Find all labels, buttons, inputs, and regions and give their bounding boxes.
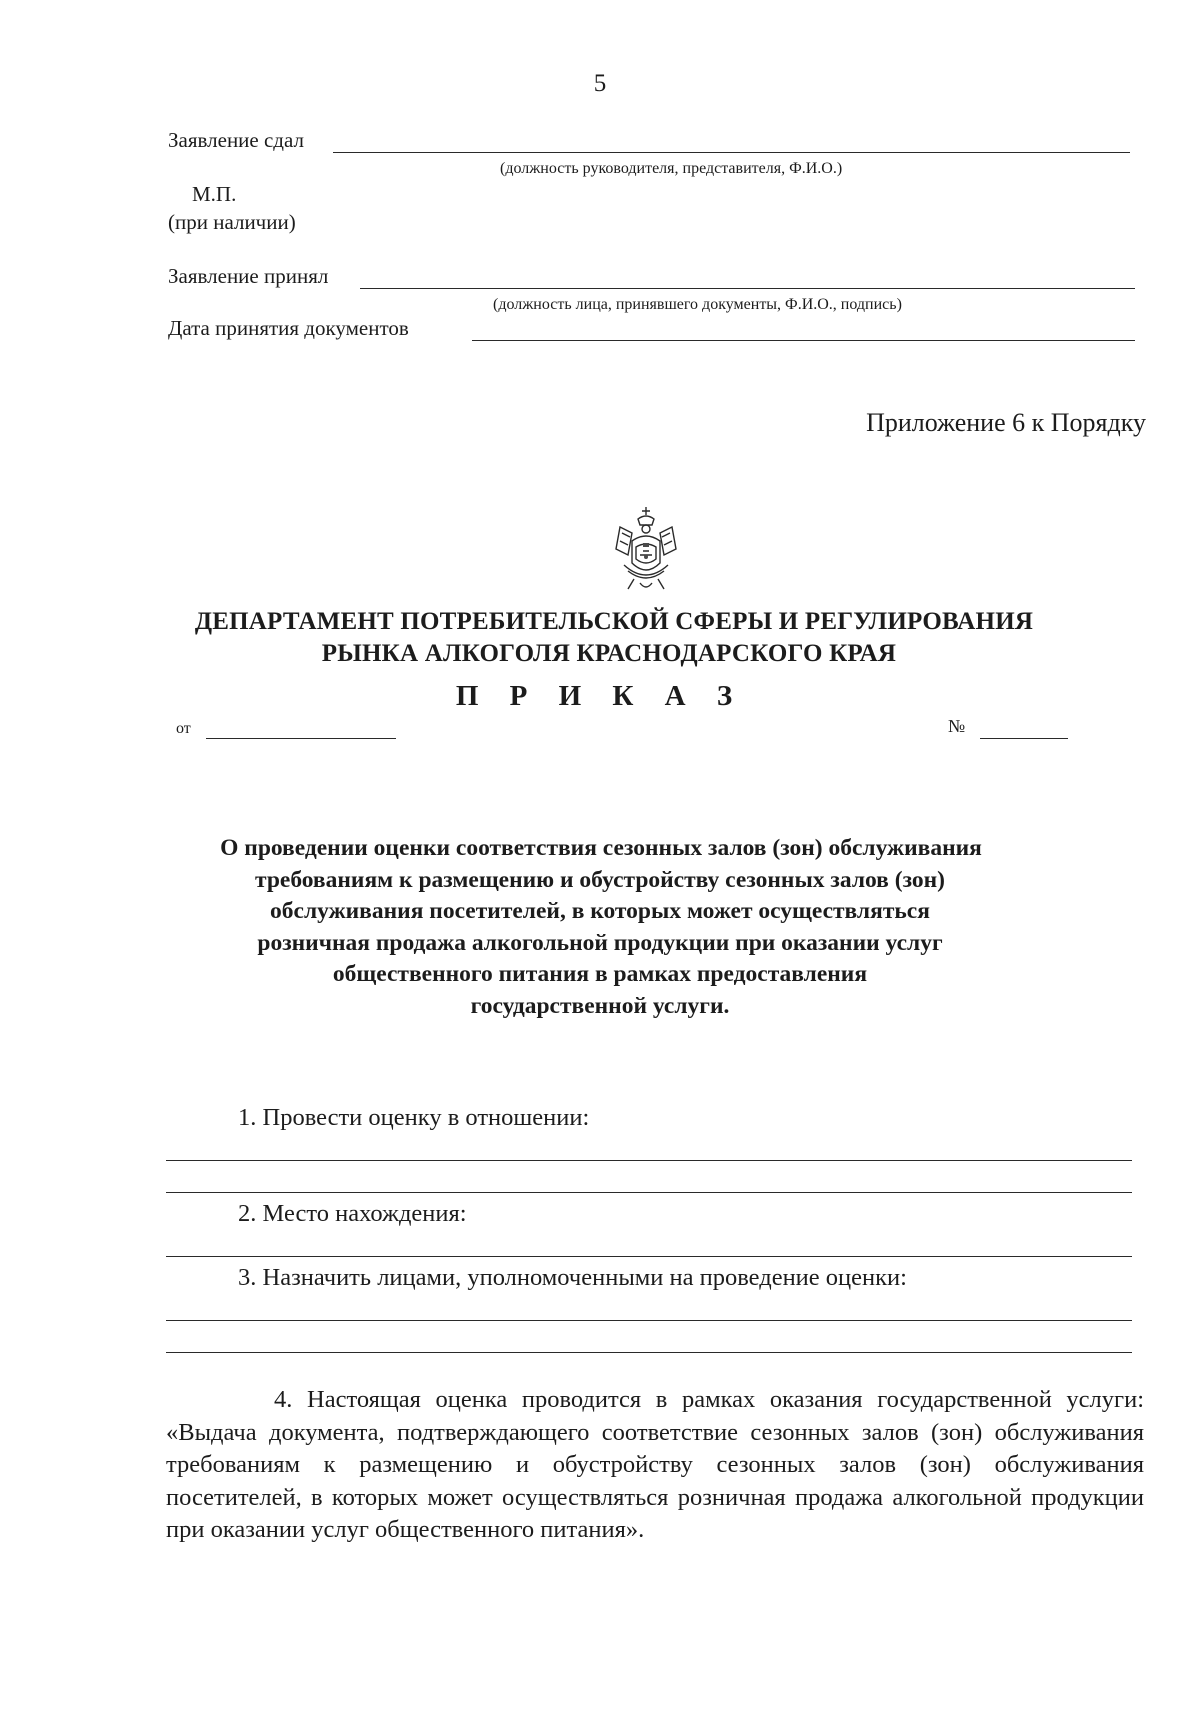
stamp-label: М.П. — [192, 182, 237, 206]
order-subject — [0, 833, 1200, 1022]
subject-line-2: требованиям к размещению и обустройству сезонных залов (зон) — [255, 866, 945, 893]
date-label: Дата принятия документов — [168, 316, 409, 340]
order-number-line — [980, 738, 1068, 739]
document-type: П Р И К А З — [455, 680, 745, 712]
clause-3-line-b — [166, 1352, 1132, 1353]
page-number: 5 — [593, 70, 607, 97]
clause-3-line-a — [166, 1320, 1132, 1321]
order-date-line — [206, 738, 396, 739]
accepted-label: Заявление принял — [168, 264, 329, 288]
clause-3: 3. Назначить лицами, уполномоченными на проведение оценки: — [238, 1264, 907, 1291]
date-line — [472, 340, 1135, 341]
subject-line-6: государственной услуги. — [470, 992, 730, 1019]
stamp-note: (при наличии) — [168, 210, 296, 234]
clause-4: 4. Настоящая оценка проводится в рамках оказания государственной услуги: «Выдача документа, подтверждающего соответствие сезонных залов (зон) обслуживания требованиям к размещению и обустройству сезонных залов (зон) обслуживания посетителей, в которых может осуществляться розничная продажа алкогольной продукции при оказании услуг общественного питания». — [166, 1386, 1144, 1543]
submitted-label: Заявление сдал — [168, 128, 304, 152]
subject-line-1: О проведении оценки соответствия сезонных залов (зон) обслуживания — [220, 835, 982, 861]
accepted-hint: (должность лица, принявшего документы, Ф.И.О., подпись) — [493, 296, 902, 313]
clause-2-line — [166, 1256, 1132, 1257]
appendix-label: Приложение 6 к Порядку — [866, 408, 1146, 437]
submitted-hint: (должность руководителя, представителя, Ф.И.О.) — [500, 160, 843, 177]
department-line-2: РЫНКА АЛКОГОЛЯ КРАСНОДАРСКОГО КРАЯ — [321, 640, 897, 667]
order-number-label: № — [948, 716, 966, 736]
submitted-line — [333, 152, 1130, 153]
subject-line-4: розничная продажа алкогольной продукции при оказании услуг — [257, 929, 943, 956]
department-name — [0, 606, 1200, 670]
order-date-label: от — [176, 720, 191, 737]
subject-line-3: обслуживания посетителей, в которых может осуществляться — [270, 898, 930, 924]
coat-of-arms-icon — [610, 505, 682, 597]
clause-2: 2. Место нахождения: — [238, 1200, 467, 1227]
department-line-1: ДЕПАРТАМЕНТ ПОТРЕБИТЕЛЬСКОЙ СФЕРЫ И РЕГУЛИРОВАНИЯ — [194, 608, 1034, 635]
clause-1-line-b — [166, 1192, 1132, 1193]
subject-line-5: общественного питания в рамках предоставления — [332, 961, 868, 987]
clause-1: 1. Провести оценку в отношении: — [238, 1104, 590, 1131]
clause-1-line-a — [166, 1160, 1132, 1161]
accepted-line — [360, 288, 1135, 289]
